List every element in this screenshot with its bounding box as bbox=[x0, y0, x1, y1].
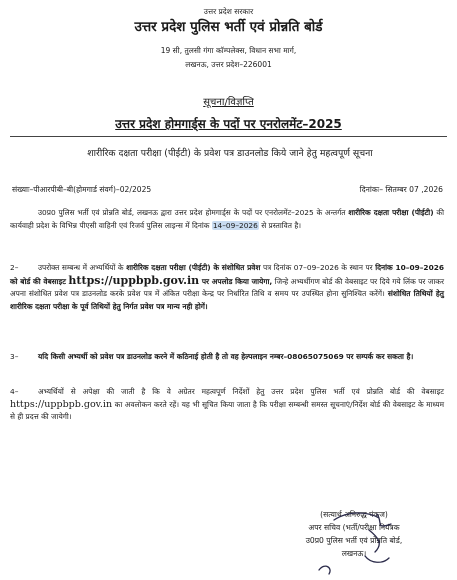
address-line-1: 19 सी, तुलसी गंगा कॉम्पलेक्स, विधान सभा मार्ग, bbox=[160, 46, 297, 55]
paragraph-number: 2– bbox=[10, 263, 19, 272]
notice-label: सूचना/विज्ञप्ति bbox=[203, 97, 254, 108]
signatory-city: लखनऊ। bbox=[341, 549, 367, 558]
signature-scribble-icon bbox=[279, 508, 429, 578]
divider bbox=[10, 136, 447, 137]
paragraph-3 bbox=[10, 351, 444, 364]
signatory-office: उ0प्र0 पुलिस भर्ती एवं प्रोन्नति बोर्ड, bbox=[305, 536, 403, 545]
government-title: उत्तर प्रदेश सरकार bbox=[203, 7, 254, 16]
paragraph-1: उ0प्र0 पुलिस भर्ती एवं प्रोन्नति बोर्ड, लखनऊ द्वारा उत्तर प्रदेश होमगार्ड्स के पदों पर एनरोलमेंट–2025 के अन्तर्गत शारीरिक दक्षता परीक्षा (पीईटी) की कार्यवाही प्रदेश के विभिन्न पीएसी वाहिनी एवं रिजर्व पुलिस लाइन्स में दिनांक 14–09–2026 से प्रस्तावित है। bbox=[10, 208, 444, 230]
website-link[interactable]: https://uppbpb.gov.in bbox=[68, 273, 200, 287]
paragraph-number: 4– bbox=[10, 387, 19, 396]
helpline-text: यदि किसी अभ्यर्थी को प्रवेश पत्र डाउनलोड करने में कठिनाई होती है तो वह हेल्पलाइन नम्बर–08065075069 पर सम्पर्क कर सकता है। bbox=[38, 352, 414, 361]
notice-subject: उत्तर प्रदेश होमगार्ड्स के पदों पर एनरोलमेंट–2025 bbox=[115, 117, 342, 131]
notice-date: दिनांकः– सितम्बर 07 ,2026 bbox=[359, 185, 443, 194]
website-link[interactable]: https://uppbpb.gov.in bbox=[10, 398, 113, 410]
board-name: उत्तर प्रदेश पुलिस भर्ती एवं प्रोन्नति बोर्ड bbox=[134, 19, 323, 35]
paragraph-number: 3– bbox=[10, 352, 19, 361]
notice-sub-title: शारीरिक दक्षता परीक्षा (पीईटी) के प्रवेश पत्र डाउनलोड किये जाने हेतु महत्वपूर्ण सूचना bbox=[87, 148, 373, 159]
highlighted-date: 14–09–2026 bbox=[212, 220, 258, 230]
signature-block bbox=[279, 508, 429, 560]
signatory-designation: अपर सचिव (भर्ती/परीक्षा नियंत्रक bbox=[308, 523, 400, 532]
paragraph-2: 2– उपरोक्त सम्बन्ध में अभ्यर्थियों के शारीरिक दक्षता परीक्षा (पीईटी) के संशोधित प्रवेश पत्र दिनांक 07–09–2026 के स्थान पर दिनांक 10–09–2026 को बोर्ड की वेबसाइट https://uppbpb.gov.in पर अपलोड किया जायेगा, जिन्हे अभ्यर्थीगण बोर्ड की वेबसाइट पर दिये गये लिंक पर जाकर अपना संशोधित प्रवेश पत्र डाउनलोड करके प्रवेश पत्र में अंकित परीक्षा केन्द्र पर निर्धारित तिथि व समय पर उपस्थित होना सुनिश्चित करेंगें। संशोधित तिथियों हेतु शारीरिक दक्षता परीक्षा के पूर्व तिथियों हेतु निर्गत प्रवेश पत्र मान्य नही होगें। bbox=[10, 263, 444, 311]
paragraph-4: 4– अभ्यर्थियों से अपेक्षा की जाती है कि वे अग्रेतर महत्वपूर्ण निर्देशों हेतु उत्तर प्रदेश पुलिस भर्ती एवं प्रोन्नति बोर्ड की वेबसाइट https://uppbpb.gov.in का अवलोकन करते रहें। यह भी सूचित किया जाता है कि परीक्षा सम्बन्धी समस्त सूचनाएं/निर्देश बोर्ड की वेबसाइट के माध्यम से ही प्रदत्त की जायेगी। bbox=[10, 387, 444, 422]
address-line-2: लखनऊ, उत्तर प्रदेश–226001 bbox=[185, 60, 272, 69]
signatory-name: (सत्यार्थ अनिरुद्ध पंकज) bbox=[320, 510, 388, 519]
reference-number: संख्याः–पीआरपीबी–बी(होमगार्ड संवर्ग)–02/2025 bbox=[12, 185, 152, 194]
